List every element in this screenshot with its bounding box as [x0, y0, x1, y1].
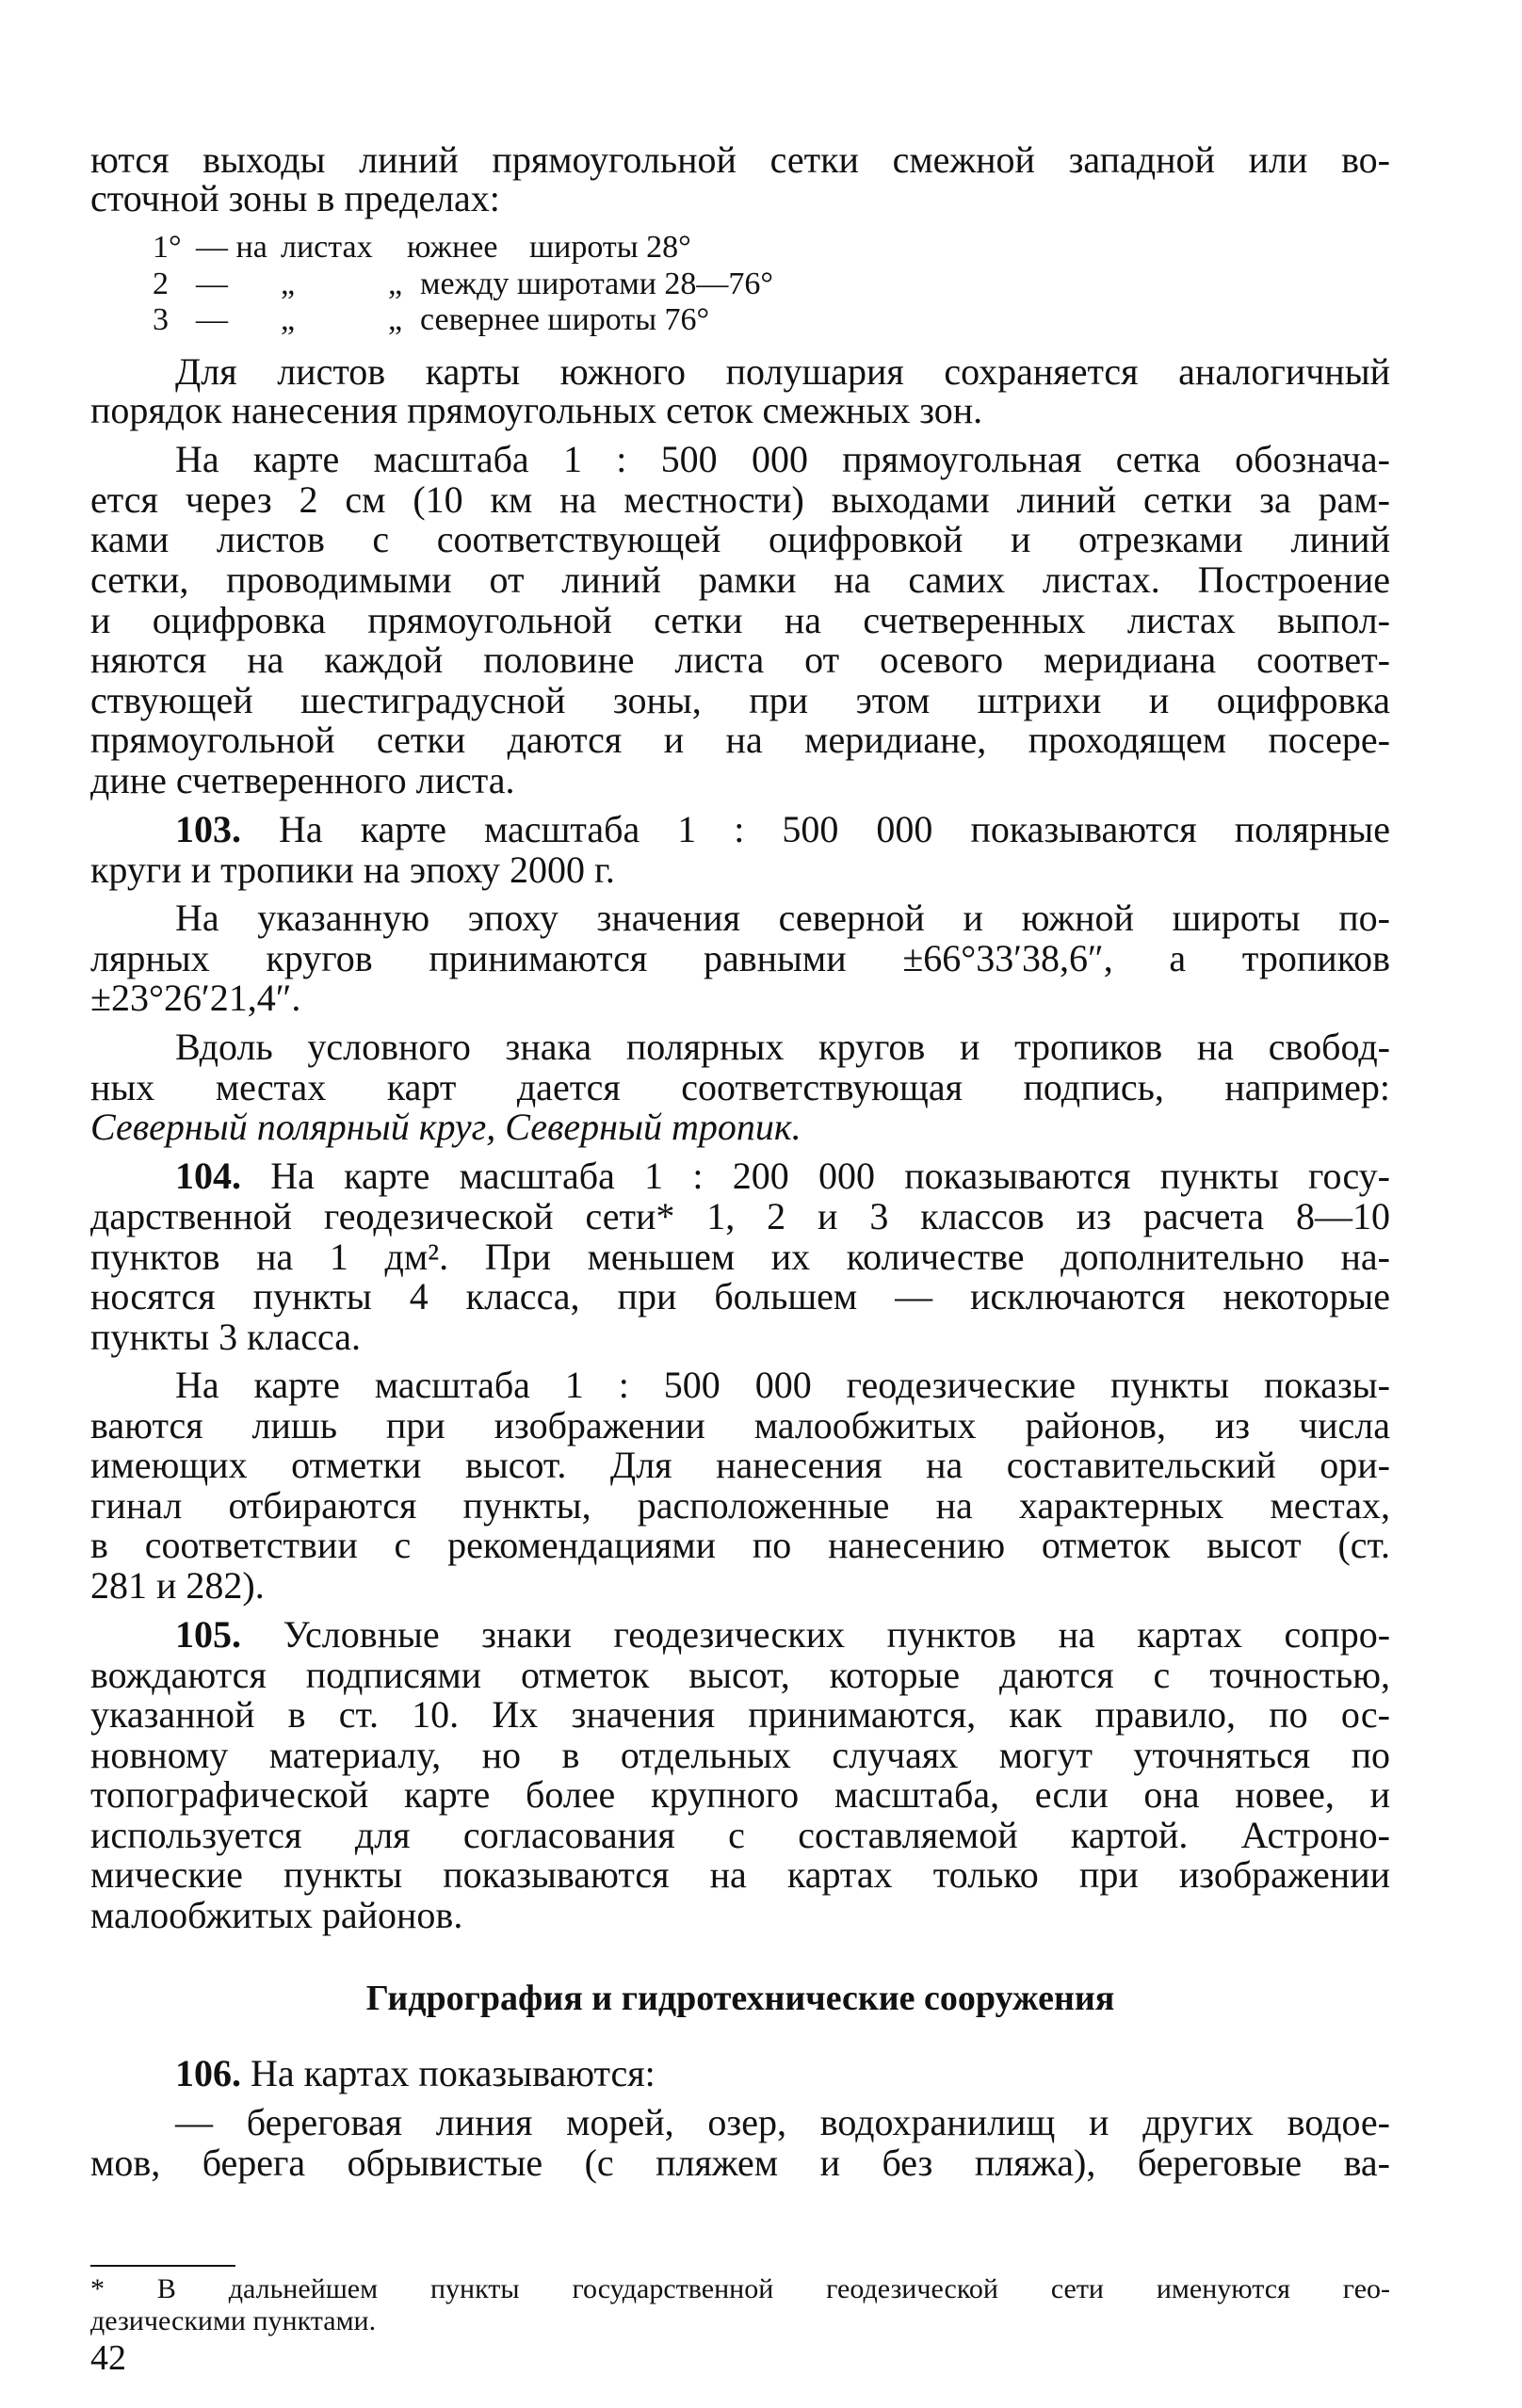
text-line: имеющих отметки высот. Для нанесения на составительский ори-: [90, 1444, 1390, 1486]
footnote-line: * В дальнейшем пункты государственной геодезической сети именуются гео-: [90, 2273, 1390, 2304]
text-line: пункты 3 класса.: [90, 1316, 361, 1358]
footnote-divider: [90, 2265, 235, 2267]
text-line: 281 и 282).: [90, 1564, 265, 1607]
paragraph-number: 104.: [175, 1155, 241, 1197]
text-line: пунктов на 1 дм². При меньшем их количестве дополнительно на-: [90, 1236, 1390, 1278]
section-heading: Гидрография и гидротехнические сооружения: [365, 1979, 1115, 2018]
text-line: мов, берега обрывистые (с пляжем и без пляжа), береговые ва-: [90, 2141, 1390, 2184]
list-dash: —: [196, 267, 228, 301]
list-ditto: южнее: [407, 230, 498, 265]
text-line: На указанную эпоху значения северной и южной широты по-: [175, 897, 1390, 939]
text-line: прямоугольной сетки даются и на меридиане, проходящем посере-: [90, 719, 1390, 761]
text-line: дине счетверенного листа.: [90, 759, 515, 801]
text-line: ваются лишь при изображении малообжитых районов, из числа: [90, 1404, 1390, 1446]
text-line: сточной зоны в пределах:: [90, 177, 500, 219]
text-line: топографической карте более крупного масштаба, если она новее, и: [90, 1773, 1390, 1816]
text-line: малообжитых районов.: [90, 1894, 463, 1936]
text-line: указанной в ст. 10. Их значения принимаются, как правило, по ос-: [90, 1693, 1390, 1736]
list-number: 1°: [153, 230, 182, 265]
paragraph-104-first-line: 104. На карте масштаба 1 : 200 000 показываются пункты госу-: [175, 1155, 1390, 1197]
text-line: и оцифровка прямоугольной сетки на счетверенных листах выпол-: [90, 599, 1390, 641]
italic-example: Северный полярный круг, Северный тропик.: [90, 1106, 801, 1148]
text-line: мические пункты показываются на картах только при изображении: [90, 1853, 1390, 1896]
paragraph-103-first-line: 103. На карте масштаба 1 : 500 000 показываются полярные: [175, 808, 1390, 850]
text-line: На карте масштаба 1 : 500 000 геодезические пункты показы-: [175, 1364, 1390, 1406]
text-line: На карте масштаба 1 : 500 000 прямоугольная сетка обознача-: [175, 438, 1390, 480]
text-line: Вдоль условного знака полярных кругов и тропиков на свобод-: [175, 1026, 1390, 1068]
text-line: няются на каждой половине листа от осевого меридиана соответ-: [90, 638, 1390, 681]
paragraph-number: 105.: [175, 1613, 241, 1656]
list-text: севернее широты 76°: [420, 302, 710, 337]
text-line: ется через 2 см (10 км на местности) выходами линий сетки за рам-: [90, 478, 1390, 521]
text-line: дарственной геодезической сети* 1, 2 и 3 классов из расчета 8—10: [90, 1195, 1390, 1237]
list-ditto: листах: [281, 230, 373, 265]
text-line: — береговая линия морей, озер, водохранилищ и других водое-: [175, 2101, 1390, 2143]
list-ditto: „: [388, 267, 403, 301]
text-line: носятся пункты 4 класса, при большем — исключаются некоторые: [90, 1275, 1390, 1317]
paragraph-number: 106.: [175, 2052, 241, 2094]
text-line: вождаются подписями отметок высот, которые даются с точностью,: [90, 1654, 1390, 1696]
list-text: между широтами 28—76°: [420, 267, 773, 301]
text-line: используется для согласования с составляемой картой. Астроно-: [90, 1814, 1390, 1856]
list-ditto: „: [281, 267, 296, 301]
footnote-line: дезическими пунктами.: [90, 2305, 377, 2336]
list-dash: — на: [196, 230, 267, 265]
list-number: 2: [153, 267, 169, 301]
text-line: Для листов карты южного полушария сохраняется аналогичный: [175, 350, 1390, 393]
text-line: круги и тропики на эпоху 2000 г.: [90, 848, 615, 891]
text-line: новному материалу, но в отдельных случаях могут уточняться по: [90, 1734, 1390, 1776]
text-line: ствующей шестиградусной зоны, при этом штрихи и оцифровка: [90, 679, 1390, 721]
page-number: 42: [90, 2338, 126, 2378]
text-line: ных местах карт дается соответствующая подпись, например:: [90, 1066, 1390, 1108]
list-number: 3: [153, 302, 169, 337]
text-line: гинал отбираются пункты, расположенные на характерных местах,: [90, 1484, 1390, 1527]
text-line: ются выходы линий прямоугольной сетки смежной западной или во-: [90, 138, 1390, 181]
list-text: широты 28°: [529, 230, 691, 265]
list-ditto: „: [281, 302, 296, 337]
paragraph-105-first-line: 105. Условные знаки геодезических пунктов на картах сопро-: [175, 1613, 1391, 1656]
list-dash: —: [196, 302, 228, 337]
text-line: ±23°26′21,4″.: [90, 977, 301, 1019]
text-line: порядок нанесения прямоугольных сеток смежных зон.: [90, 389, 983, 431]
paragraph-106-first-line: 106. На картах показываются:: [175, 2052, 656, 2094]
text-line: лярных кругов принимаются равными ±66°33′38,6″, а тропиков: [90, 937, 1390, 979]
text-line: в соответствии с рекомендациями по нанесению отметок высот (ст.: [90, 1524, 1390, 1566]
text-line: сетки, проводимыми от линий рамки на самих листах. Построение: [90, 558, 1390, 601]
paragraph-number: 103.: [175, 808, 241, 850]
text-line: ками листов с соответствующей оцифровкой и отрезками линий: [90, 518, 1390, 560]
list-ditto: „: [388, 302, 403, 337]
